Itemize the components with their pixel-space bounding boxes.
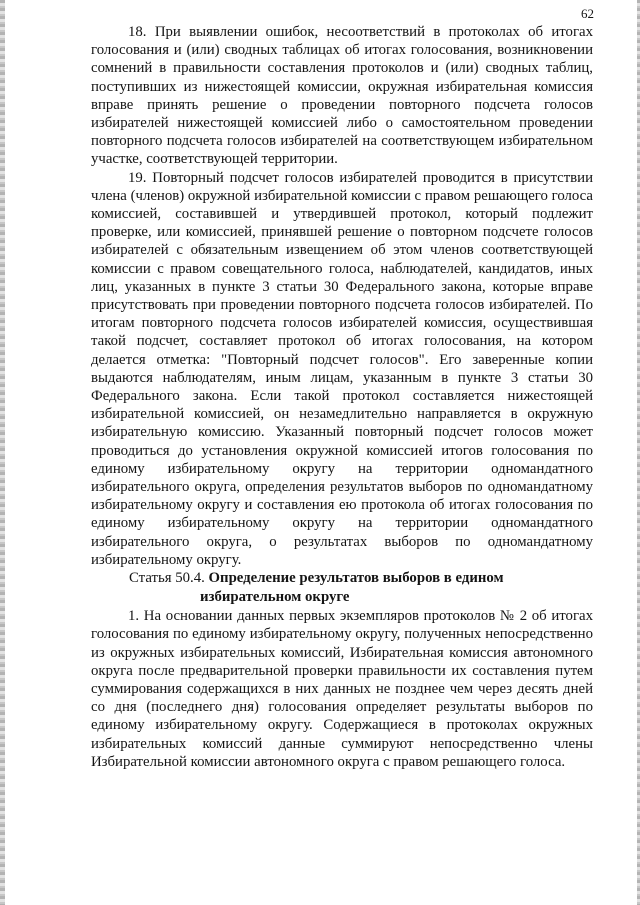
paragraph-18: 18. При выявлении ошибок, несоответствий в протоколах об итогах голосования и (или) сводных таблицах об итогах голосования, возникновении сомнений в правильности составления протоколов и (или) сводных таблиц, поступивших из нижестоящей комиссии, окружная избирательная комиссия вправе принять решение о проведении повторного подсчета голосов избирателей нижестоящей комиссией либо о самостоятельном проведении повторного подсчета голосов избирателей на соответствующем избирательном участке, соответствующей территории. (91, 24, 593, 168)
article-number: Статья 50.4. (129, 570, 209, 587)
scan-edge-left (0, 0, 5, 905)
document-body (91, 23, 593, 771)
article-title-line2: избирательном округе (200, 589, 350, 606)
paragraph-19: 19. Повторный подсчет голосов избирателей проводится в присутствии члена (членов) окружной избирательной комиссии с правом решающего голоса комиссией, составившей и утвердившей протокол, который подлежит проверке, или комиссией, принявшей решение о повторном подсчете голосов избирателей с обязательным извещением об этом членов соответствующей комиссии с правом совещательного голоса, наблюдателей, кандидатов, иных лиц, указанных в пункте 3 статьи 30 Федерального закона, которые вправе присутствовать при проведении повторного подсчета голосов избирателей. По итогам повторного подсчета голосов избирателей комиссия, осуществившая такой подсчет, составляет протокол об итогах голосования, на котором делается отметка: "Повторный подсчет голосов". Его заверенные копии выдаются наблюдателям, иным лицам, указанным в пункте 3 статьи 30 Федерального закона. Если такой протокол составляется нижестоящей избирательной комиссией, он незамедлительно направляется в окружную избирательную комиссию. Указанный повторный подсчет голосов может проводиться до установления окружной комиссией итогов голосования по единому избирательному округу на территории одномандатного избирательного округа, определения результатов выборов по одномандатному избирательному округу и составления ею протокола об итогах голосования по единому избирательному округу на территории одномандатного избирательного округа, о результатах выборов по одномандатному избирательному округу. (91, 169, 593, 568)
article-paragraph-1: 1. На основании данных первых экземпляров протоколов № 2 об итогах голосования по единому избирательному округу, полученных непосредственно из окружных избирательных комиссий, Избирательная комиссия автономного округа после предварительной проверки правильности их составления путем суммирования содержащихся в них данных не позднее чем через десять дней со дня (последнего дня) голосования определяет результаты выборов по единому избирательному округу. Содержащиеся в протоколах окружных избирательных комиссий данные суммируют непосредственно члены Избирательной комиссии автономного округа с правом решающего голоса. (91, 608, 593, 770)
article-title-line1: Определение результатов выборов в едином (208, 570, 504, 587)
page-number: 62 (581, 6, 594, 21)
article-heading (91, 569, 593, 607)
